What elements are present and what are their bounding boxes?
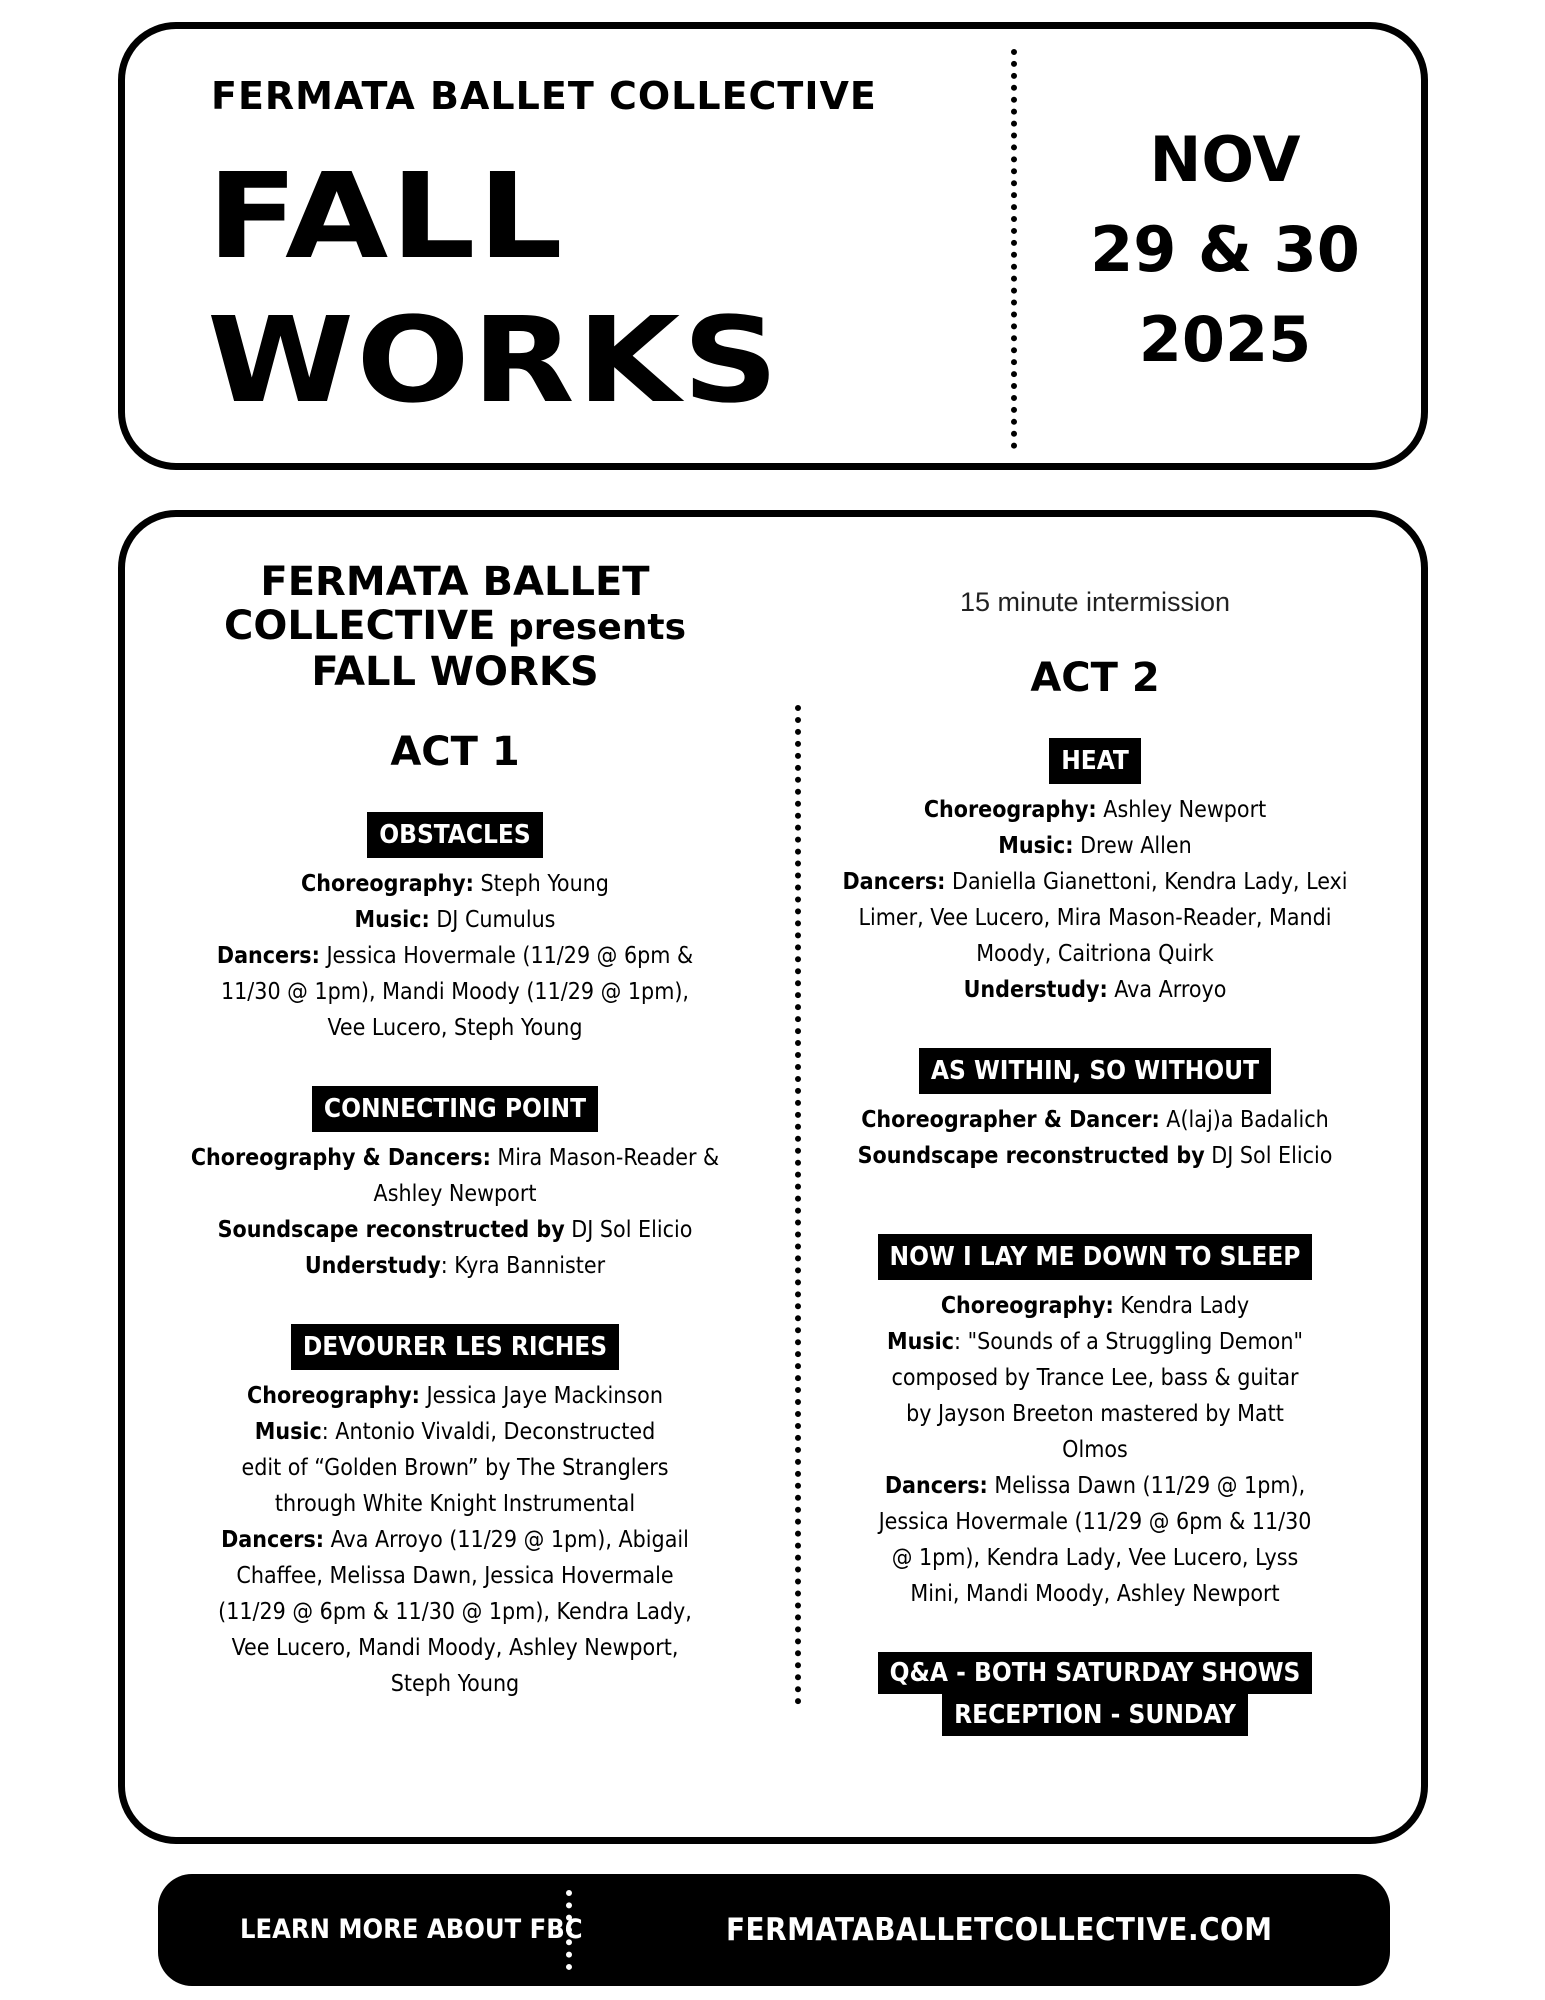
footer-bar: [158, 1874, 1390, 1986]
date-month: NOV: [1149, 123, 1301, 196]
credit-dancers: Dancers: Daniella Gianettoni, Kendra Lady, Lexi Limer, Vee Lucero, Mira Mason-Reader, Mandi Moody, Caitriona Quirk: [842, 869, 1348, 967]
date-year: 2025: [1138, 303, 1312, 376]
website-link[interactable]: FERMATABALLETCOLLECTIVE.COM: [726, 1912, 1273, 1948]
credit-choreography: Choreographer & Dancer: A(laj)a Badalich: [861, 1107, 1329, 1133]
piece-devourer-les-riches: [165, 1324, 745, 1702]
program-title: [165, 560, 745, 694]
org-name: FERMATA BALLET COLLECTIVE: [211, 74, 877, 118]
header-divider: [1011, 49, 1017, 449]
program-title-line1: FERMATA BALLET: [260, 559, 650, 605]
credit-music: Music: DJ Cumulus: [354, 907, 556, 933]
credit-choreography: Choreography: Kendra Lady: [940, 1293, 1250, 1319]
credit-dancers: Dancers: Jessica Hovermale (11/29 @ 6pm & 11/30 @ 1pm), Mandi Moody (11/29 @ 1pm), Vee Lucero, Steph Young: [216, 943, 694, 1041]
act1-column: [165, 517, 745, 1702]
piece-as-within-so-without: [815, 1048, 1375, 1174]
header-card: [118, 22, 1428, 470]
piece-title: CONNECTING POINT: [312, 1086, 598, 1132]
act2-heading: ACT 2: [1030, 655, 1160, 701]
program-divider: [795, 705, 801, 1705]
program-title-line2: COLLECTIVE presents: [223, 603, 687, 649]
reception-note: RECEPTION - SUNDAY: [942, 1694, 1248, 1736]
act1-heading: ACT 1: [390, 729, 520, 775]
credit-understudy: Understudy: Ava Arroyo: [963, 977, 1227, 1003]
piece-title: HEAT: [1049, 738, 1141, 784]
intermission-note: 15 minute intermission: [959, 587, 1231, 617]
qa-note: Q&A - BOTH SATURDAY SHOWS: [878, 1652, 1313, 1694]
act2-column: [815, 517, 1375, 1736]
program-title-line3: FALL WORKS: [311, 649, 599, 695]
footer-divider: [566, 1890, 572, 1970]
piece-title: AS WITHIN, SO WITHOUT: [919, 1048, 1271, 1094]
credit-understudy: Understudy: Kyra Bannister: [304, 1253, 606, 1279]
program-card: [118, 510, 1428, 1844]
event-title-line2: WORKS: [207, 291, 781, 429]
piece-now-i-lay-me-down-to-sleep: [815, 1234, 1375, 1612]
credit-music: Music: "Sounds of a Struggling Demon" composed by Trance Lee, bass & guitar by Jayson Breeton mastered by Matt Olmos: [887, 1329, 1303, 1463]
credit-choreography: Choreography: Ashley Newport: [923, 797, 1267, 823]
credit-choreography: Choreography & Dancers: Mira Mason-Reader & Ashley Newport: [190, 1145, 720, 1207]
piece-title: DEVOURER LES RICHES: [291, 1324, 619, 1370]
credit-dancers: Dancers: Melissa Dawn (11/29 @ 1pm), Jessica Hovermale (11/29 @ 6pm & 11/30 @ 1pm), Kendra Lady, Vee Lucero, Lyss Mini, Mandi Moody, Ashley Newport: [878, 1473, 1312, 1607]
credit-soundscape: Soundscape reconstructed by DJ Sol Elicio: [217, 1217, 693, 1243]
credit-music: Music: Drew Allen: [998, 833, 1192, 859]
event-title-line1: FALL: [207, 147, 565, 285]
credit-soundscape: Soundscape reconstructed by DJ Sol Elicio: [857, 1143, 1333, 1169]
event-notes: [815, 1652, 1375, 1736]
date-days: 29 & 30: [1090, 213, 1360, 286]
piece-title: OBSTACLES: [367, 812, 543, 858]
learn-more-link[interactable]: LEARN MORE ABOUT FBC: [240, 1914, 583, 1945]
credit-music: Music: Antonio Vivaldi, Deconstructed edit of “Golden Brown” by The Stranglers through White Knight Instrumental: [241, 1419, 669, 1517]
piece-connecting-point: [165, 1086, 745, 1284]
credit-choreography: Choreography: Jessica Jaye Mackinson: [247, 1383, 663, 1409]
piece-heat: [815, 738, 1375, 1008]
credit-choreography: Choreography: Steph Young: [301, 871, 609, 897]
piece-obstacles: [165, 812, 745, 1046]
credit-dancers: Dancers: Ava Arroyo (11/29 @ 1pm), Abigail Chaffee, Melissa Dawn, Jessica Hovermale (11/29 @ 6pm & 11/30 @ 1pm), Kendra Lady, Vee Lucero, Mandi Moody, Ashley Newport, Steph Young: [218, 1527, 692, 1697]
piece-title: NOW I LAY ME DOWN TO SLEEP: [878, 1234, 1313, 1280]
